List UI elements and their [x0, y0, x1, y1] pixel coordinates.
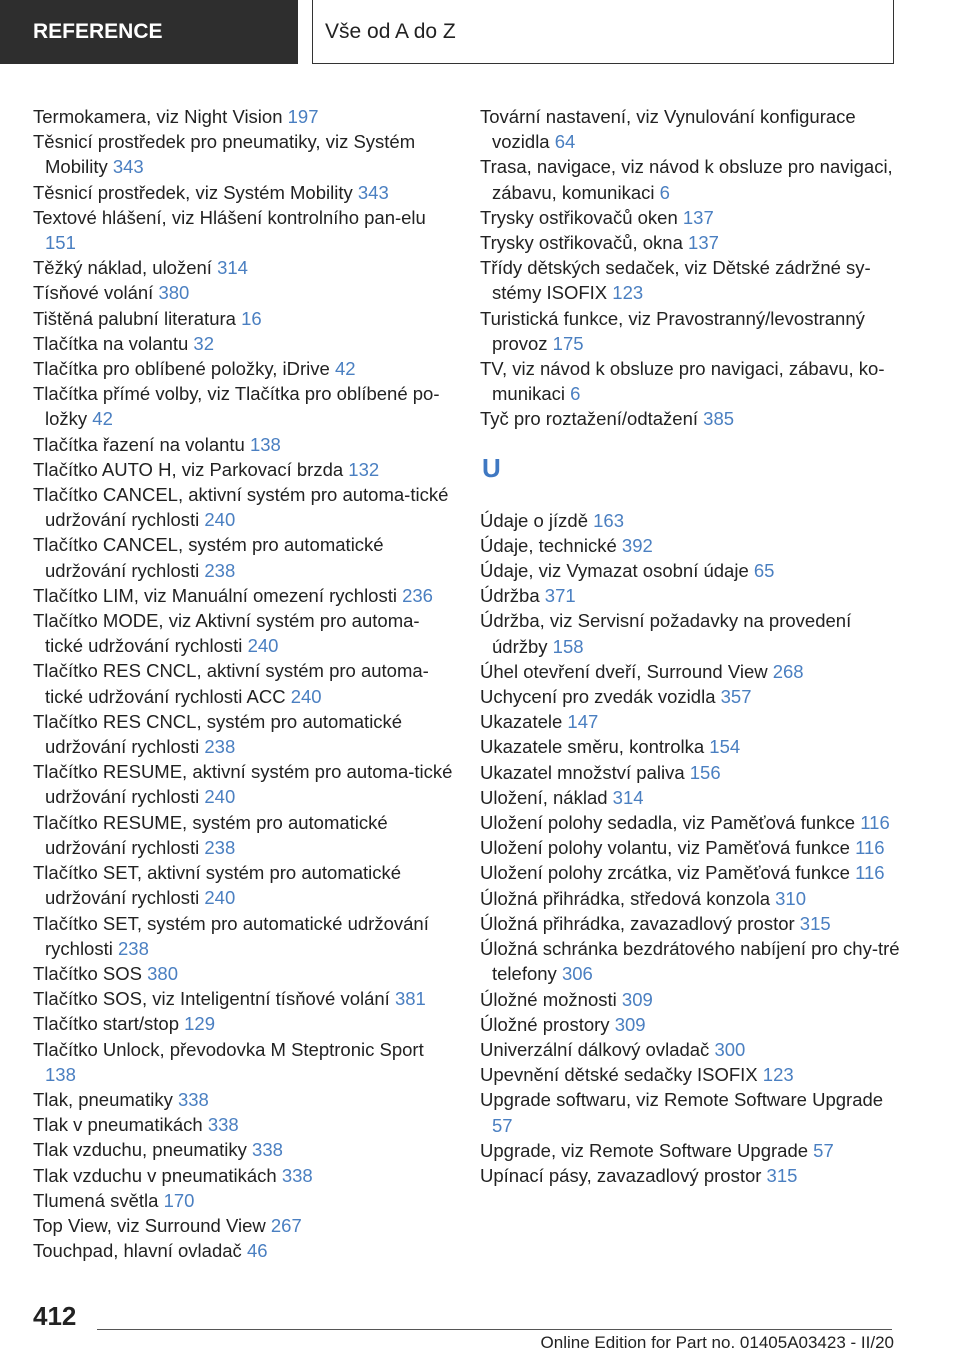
index-entry — [33, 1137, 453, 1162]
index-page-link[interactable]: 151 — [45, 232, 76, 254]
index-page-link[interactable]: 32 — [193, 332, 214, 354]
index-entry — [33, 331, 453, 356]
index-entry — [480, 1037, 900, 1062]
index-entry — [480, 255, 900, 305]
index-entry-text: Tísňové volání — [33, 282, 154, 304]
index-entry — [480, 886, 900, 911]
index-page-link[interactable]: 343 — [357, 181, 389, 203]
index-entry — [33, 1011, 453, 1036]
index-entry-text: Těžký náklad, uložení — [33, 257, 212, 279]
index-entry-text: Tlak vzduchu v pneumatikách — [33, 1164, 277, 1186]
index-entry-text: Tlačítko RES CNCL, systém pro automatické udržování rychlosti — [33, 710, 403, 758]
index-entry — [33, 1112, 453, 1137]
index-page-link[interactable]: 158 — [552, 635, 584, 657]
index-page-link[interactable]: 338 — [207, 1114, 239, 1136]
index-entry — [33, 205, 453, 255]
index-entry — [480, 1087, 900, 1137]
index-entry — [480, 659, 900, 684]
index-entry-text: Tlačítka řazení na volantu — [33, 433, 245, 455]
footer-edition: Online Edition for Part no. 01405A03423 - II/20 — [540, 1333, 894, 1352]
index-page-link[interactable]: 310 — [775, 887, 807, 909]
index-entry-text: Tlačítko MODE, viz Aktivní systém pro automa-tické udržování rychlosti — [33, 610, 420, 657]
chapter-header — [312, 0, 894, 64]
index-entry — [480, 508, 900, 533]
index-entry — [33, 860, 453, 910]
index-entry — [33, 961, 453, 986]
index-entry — [33, 280, 453, 305]
index-entry-text: Úložná schránka bezdrátového nabíjení pro chy-tré telefony — [480, 938, 900, 985]
chapter-title: Vše od A do Z — [325, 19, 456, 43]
index-entry-text: Termokamera, viz Night Vision — [33, 106, 283, 127]
index-entry-text: TV, viz návod k obsluze pro navigaci, zábavu, ko-munikaci — [480, 358, 885, 405]
index-page-link[interactable]: 138 — [45, 1063, 76, 1085]
page-number: 412 — [33, 1301, 77, 1331]
index-entry — [33, 1188, 453, 1213]
index-entry — [480, 810, 900, 835]
index-entry — [33, 306, 453, 331]
index-page-link[interactable]: 338 — [177, 1088, 209, 1110]
index-entry — [33, 180, 453, 205]
index-entry-text: Tlačítka na volantu — [33, 332, 189, 354]
index-page-link[interactable]: 238 — [204, 836, 236, 858]
index-entry-text: Tlačítko SOS, viz Inteligentní tísňové volání — [33, 988, 390, 1010]
index-entry-text: Tlačítko RESUME, systém pro automatické udržování rychlosti — [33, 811, 388, 858]
index-page-link[interactable]: 42 — [92, 408, 113, 430]
index-entry-text: Upgrade, viz Remote Software Upgrade — [480, 1139, 809, 1161]
index-entry-text: Upínací pásy, zavazadlový prostor — [480, 1164, 762, 1186]
index-page-link[interactable]: 116 — [860, 812, 890, 834]
index-entry-text: Trasa, navigace, viz návod k obsluze pro navigaci, zábavu, komunikaci — [480, 156, 893, 203]
index-page-link[interactable]: 236 — [402, 584, 433, 606]
index-entry-text: Třídy dětských sedaček, viz Dětské zádržné sy-stémy ISOFIX — [480, 257, 871, 304]
index-entry — [33, 129, 453, 179]
index-entry-text: Trysky ostřikovačů, okna — [480, 232, 683, 254]
index-entry — [33, 658, 453, 708]
index-page-link[interactable]: 240 — [204, 509, 236, 531]
index-page-link[interactable]: 315 — [799, 912, 831, 934]
index-entry-text: Tlačítko CANCEL, aktivní systém pro automa-tické udržování rychlosti — [33, 484, 449, 531]
index-entry — [33, 1238, 453, 1263]
index-column-left — [33, 104, 453, 1263]
index-entry-text: Tlačítko AUTO H, viz Parkovací brzda — [33, 458, 344, 480]
index-page-link[interactable]: 16 — [241, 307, 262, 329]
index-entry-text: Touchpad, hlavní ovladač — [33, 1240, 242, 1262]
index-page-link[interactable]: 42 — [334, 358, 356, 380]
index-entry-text: Uložení, náklad — [480, 786, 608, 808]
index-entry — [33, 432, 453, 457]
index-entry-text: Tlačítka přímé volby, viz Tlačítka pro oblíbené po-ložky — [33, 383, 440, 430]
index-page-link[interactable]: 380 — [158, 282, 190, 304]
index-entry-text: Tlačítko RESUME, aktivní systém pro automa-tické udržování rychlosti — [33, 761, 453, 808]
index-entry — [480, 1138, 900, 1163]
index-entry-text: Tlak v pneumatikách — [33, 1114, 203, 1136]
index-entry — [33, 104, 453, 129]
index-entry — [480, 785, 900, 810]
index-entry — [480, 356, 900, 406]
section-header — [0, 0, 298, 64]
index-entry-text: Tlak vzduchu, pneumatiky — [33, 1139, 247, 1161]
index-entry — [480, 1062, 900, 1087]
index-page-link[interactable]: 240 — [204, 786, 236, 808]
footer-divider — [97, 1329, 892, 1330]
index-column-right — [480, 104, 900, 1188]
index-entry-text: Tlačítko CANCEL, systém pro automatické udržování rychlosti — [33, 534, 384, 581]
index-entry-text: Uchycení pro zvedák vozidla — [480, 686, 716, 708]
index-page-link[interactable]: 123 — [762, 1064, 794, 1086]
index-page-link[interactable]: 315 — [766, 1164, 798, 1186]
index-page-link[interactable]: 65 — [753, 560, 775, 582]
index-page-link[interactable]: 116 — [855, 862, 885, 884]
index-page-link[interactable]: 137 — [688, 232, 719, 254]
index-entry-text: Tlačítko start/stop — [33, 1013, 179, 1035]
index-entry-text: Tlačítko SET, systém pro automatické udržování rychlosti — [33, 912, 429, 959]
index-page-link[interactable]: 338 — [281, 1164, 313, 1186]
index-entry — [480, 533, 900, 558]
index-page-link[interactable]: 147 — [567, 711, 599, 733]
index-entry-text: Turistická funkce, viz Pravostranný/levostranný provoz — [480, 307, 865, 354]
index-page-link[interactable]: 314 — [612, 786, 644, 808]
index-page-link[interactable]: 170 — [163, 1189, 195, 1211]
index-page-link[interactable]: 314 — [217, 257, 248, 279]
index-page-link[interactable]: 240 — [290, 685, 322, 707]
index-page-link[interactable]: 385 — [703, 408, 735, 430]
index-entry — [33, 532, 453, 582]
index-entry — [480, 306, 900, 356]
index-entry-text: Tlačítko LIM, viz Manuální omezení rychlosti — [33, 584, 397, 606]
index-entry-text: Údaje, viz Vymazat osobní údaje — [480, 560, 749, 582]
index-entry-text: Top View, viz Surround View — [33, 1214, 266, 1236]
index-entry — [480, 760, 900, 785]
index-page-link[interactable]: 309 — [621, 988, 653, 1010]
index-entry — [33, 255, 453, 280]
index-page-link[interactable]: 240 — [247, 635, 279, 657]
index-entry — [480, 558, 900, 583]
index-page-link[interactable]: 268 — [772, 660, 804, 682]
index-page-link[interactable]: 343 — [112, 156, 144, 178]
index-entry — [33, 709, 453, 759]
index-entry — [480, 911, 900, 936]
index-page-link[interactable]: 46 — [246, 1240, 268, 1262]
index-entry-text: Tlačítka pro oblíbené položky, iDrive — [33, 358, 330, 380]
index-entry-text: Tovární nastavení, viz Vynulování konfigurace vozidla — [480, 106, 856, 153]
index-entry-text: Tlačítko SET, aktivní systém pro automatické udržování rychlosti — [33, 862, 402, 909]
index-page-link[interactable]: 123 — [612, 282, 644, 304]
index-entry — [33, 381, 453, 431]
index-entry-text: Tlačítko SOS — [33, 962, 142, 984]
index-page-link[interactable]: 380 — [147, 962, 178, 984]
index-entry — [480, 608, 900, 658]
index-entry — [33, 608, 453, 658]
index-entry — [33, 810, 453, 860]
index-entry — [480, 684, 900, 709]
index-entry — [480, 104, 900, 154]
index-entry — [480, 230, 900, 255]
index-entry-text: Úložné prostory — [480, 1013, 610, 1035]
index-page-link[interactable]: 371 — [544, 585, 576, 607]
index-entry-text: Ukazatele směru, kontrolka — [480, 736, 705, 758]
section-label: REFERENCE — [33, 20, 163, 43]
index-page-link[interactable]: 64 — [554, 131, 576, 153]
index-entry — [33, 986, 453, 1011]
index-page-link[interactable]: 238 — [204, 559, 236, 581]
index-page-link[interactable]: 357 — [720, 686, 752, 708]
index-entry — [480, 406, 900, 431]
index-entry — [33, 911, 453, 961]
index-entry — [480, 154, 900, 204]
index-page-link[interactable]: 381 — [394, 988, 426, 1010]
index-entry-text: Tlak, pneumatiky — [33, 1088, 173, 1110]
index-page-link[interactable]: 238 — [118, 937, 149, 959]
index-entry-text: Tlačítko RES CNCL, aktivní systém pro automa-tické udržování rychlosti ACC — [33, 660, 429, 707]
index-entry-text: Tlačítko Unlock, převodovka M Steptronic Sport — [33, 1038, 424, 1060]
index-page-link[interactable]: 6 — [659, 181, 670, 203]
index-entry — [33, 583, 453, 608]
index-entry-text: Údržba — [480, 585, 540, 607]
index-entry — [480, 936, 900, 986]
index-entry — [33, 1087, 453, 1112]
index-entry — [480, 1012, 900, 1037]
index-entry-text: Úložná přihrádka, zavazadlový prostor — [480, 912, 795, 934]
index-entry — [33, 457, 453, 482]
index-entry — [480, 1163, 900, 1188]
index-entry — [480, 987, 900, 1012]
index-page-link[interactable]: 154 — [709, 736, 741, 758]
index-page-link[interactable]: 306 — [561, 963, 593, 985]
index-page-link[interactable]: 238 — [204, 736, 236, 758]
index-entry — [33, 759, 453, 809]
index-entry — [480, 583, 900, 608]
index-entry-text: Údaje o jízdě — [480, 509, 588, 531]
index-section-letter: U — [482, 452, 501, 483]
index-entry-text: Těsnicí prostředek, viz Systém Mobility — [33, 181, 353, 203]
index-page-link[interactable]: 267 — [270, 1214, 302, 1236]
index-page-link[interactable]: 163 — [593, 509, 624, 531]
index-page-link[interactable]: 300 — [714, 1038, 746, 1060]
index-page-link[interactable]: 132 — [348, 458, 380, 480]
index-entry-text: Údaje, technické — [480, 534, 617, 556]
index-page-link[interactable]: 338 — [252, 1139, 283, 1161]
index-entry — [480, 734, 900, 759]
index-entry-text: Upevnění dětské sedačky ISOFIX — [480, 1064, 758, 1086]
index-entry-text: Ukazatele — [480, 711, 563, 733]
index-page-link[interactable]: 392 — [621, 534, 653, 556]
index-entry-text: Ukazatel množství paliva — [480, 761, 685, 783]
index-group-u — [480, 508, 900, 1188]
index-entry-text: Úložná přihrádka, středová konzola — [480, 887, 770, 909]
index-page-link[interactable]: 240 — [204, 887, 236, 909]
index-entry — [33, 356, 453, 381]
index-page-link[interactable]: 175 — [552, 332, 584, 354]
index-entry — [480, 709, 900, 734]
index-entry-text: Univerzální dálkový ovladač — [480, 1038, 710, 1060]
index-page-link[interactable]: 57 — [492, 1114, 513, 1136]
index-entry-text: Upgrade softwaru, viz Remote Software Upgrade — [480, 1089, 884, 1111]
index-entry-text: Trysky ostřikovačů oken — [480, 206, 678, 228]
index-entry-text: Uložení polohy sedadla, viz Paměťová funkce — [480, 812, 856, 834]
index-entry — [480, 860, 900, 885]
index-entry-text: Uložení polohy volantu, viz Paměťová funkce — [480, 837, 850, 859]
index-entry-text: Údržba, viz Servisní požadavky na provedení údržby — [480, 610, 852, 657]
index-group-t — [480, 104, 900, 432]
index-entry-text: Textové hlášení, viz Hlášení kontrolního pan-elu — [33, 206, 426, 228]
index-entry-text: Úhel otevření dveří, Surround View — [480, 660, 768, 682]
index-entry — [33, 1037, 453, 1087]
index-entry — [480, 835, 900, 860]
index-page-link[interactable]: 309 — [614, 1013, 646, 1035]
index-page-link[interactable]: 197 — [287, 106, 319, 127]
index-page-link[interactable]: 57 — [813, 1139, 834, 1161]
index-page-link[interactable]: 129 — [184, 1013, 216, 1035]
index-entry-text: Tištěná palubní literatura — [33, 307, 236, 329]
index-entry-text: Těsnicí prostředek pro pneumatiky, viz Systém Mobility — [33, 131, 416, 178]
index-page-link[interactable]: 6 — [570, 383, 581, 405]
index-entry-text: Tlumená světla — [33, 1189, 159, 1211]
index-page-link[interactable]: 156 — [689, 761, 721, 783]
index-page-link[interactable]: 138 — [249, 433, 281, 455]
index-entry-text: Uložení polohy zrcátka, viz Paměťová funkce — [480, 862, 850, 884]
index-entry-text: Tyč pro roztažení/odtažení — [480, 408, 699, 430]
index-entry — [33, 1163, 453, 1188]
index-entry — [33, 482, 453, 532]
index-entry — [33, 1213, 453, 1238]
index-entry — [480, 205, 900, 230]
index-page-link[interactable]: 137 — [682, 206, 714, 228]
index-entry-text: Úložné možnosti — [480, 988, 617, 1010]
index-page-link[interactable]: 116 — [855, 837, 885, 859]
